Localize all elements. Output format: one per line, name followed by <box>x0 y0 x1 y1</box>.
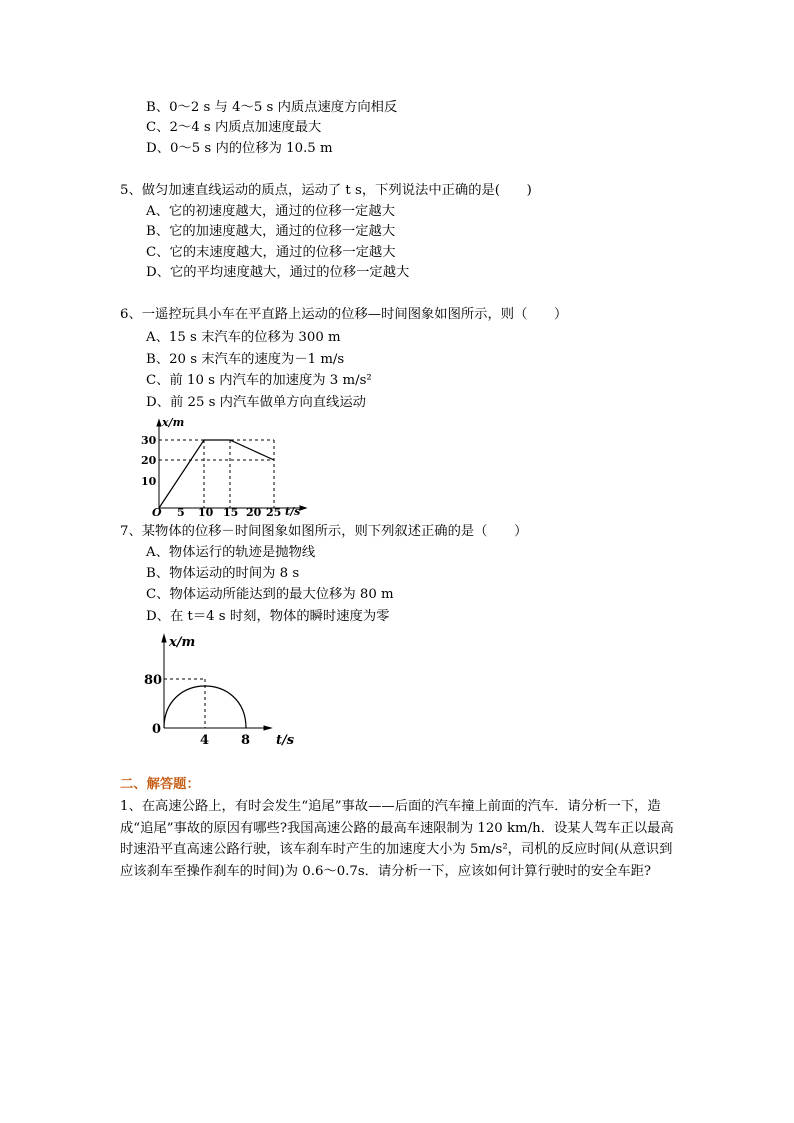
q6-xtick-15: 15 <box>223 506 239 516</box>
q4-option-d: D、0～5 s 内的位移为 10.5 m <box>146 141 333 156</box>
q6-origin: O <box>152 506 162 516</box>
q7-position-time-graph <box>144 632 304 748</box>
q6-x-arrow <box>300 506 306 510</box>
q6-option-c: C、前 10 s 内汽车的加速度为 3 m/s² <box>146 373 372 388</box>
q6-xtick-25: 25 <box>266 506 282 516</box>
q6-stem: 6、一遥控玩具小车在平直路上运动的位移—时间图象如图所示，则（ ） <box>120 307 568 322</box>
q5-option-d: D、它的平均速度越大，通过的位移一定越大 <box>146 265 410 280</box>
q6-option-b: B、20 s 末汽车的速度为－1 m/s <box>146 352 345 367</box>
q7-x-label: t/s <box>276 733 295 748</box>
q7-x-arrow <box>264 726 271 730</box>
q7-origin: 0 <box>152 722 162 737</box>
q6-option-d: D、前 25 s 内汽车做单方向直线运动 <box>146 395 366 410</box>
section-title: 二、解答题： <box>120 777 200 792</box>
q6-y-arrow <box>157 420 161 426</box>
problem-1-text: 1、在高速公路上，有时会发生“追尾”事故——后面的汽车撞上前面的汽车．请分析一下，造成“追尾”事故的原因有哪些?我国高速公路的最高车速限制为 120 km/h．设某人驾车正以最高时速沿平直高速公路行驶，该车刹车时产生的加速度大小为 5m/s²，司机的反应时间(从意识到应该刹车至操作刹车的时间)为 0.6～0.7s．请分析一下，应该如何计算行驶时的安全车距? <box>120 799 674 879</box>
q6-y-label: x/m <box>162 416 185 429</box>
q6-ytick-20: 20 <box>141 454 157 467</box>
q6-x-label: t/s <box>285 505 301 516</box>
q4-option-c: C、2～4 s 内质点加速度最大 <box>146 120 322 135</box>
q5-option-b: B、它的加速度越大，通过的位移一定越大 <box>146 224 396 239</box>
q7-ytick-80: 80 <box>144 673 163 688</box>
q7-xtick-4: 4 <box>200 733 210 748</box>
q5-option-c: C、它的末速度越大，通过的位移一定越大 <box>146 245 396 260</box>
q7-option-b: B、物体运动的时间为 8 s <box>146 566 300 581</box>
q6-position-time-graph <box>138 414 308 516</box>
q7-stem: 7、某物体的位移－时间图象如图所示，则下列叙述正确的是（ ） <box>120 524 528 539</box>
q6-xtick-20: 20 <box>246 506 262 516</box>
q6-xtick-10: 10 <box>198 506 214 516</box>
q5-stem: 5、做匀加速直线运动的质点，运动了 t s，下列说法中正确的是( ) <box>120 183 532 198</box>
q6-ytick-10: 10 <box>141 475 157 488</box>
q7-y-arrow <box>162 635 166 642</box>
q6-ytick-30: 30 <box>141 434 157 447</box>
q7-xtick-8: 8 <box>241 733 251 748</box>
q7-option-a: A、物体运行的轨迹是抛物线 <box>146 545 316 560</box>
q6-xtick-5: 5 <box>177 506 185 516</box>
q5-option-a: A、它的初速度越大，通过的位移一定越大 <box>146 204 395 219</box>
q6-graph-line <box>159 440 274 508</box>
q7-option-c: C、物体运动所能达到的最大位移为 80 m <box>146 587 394 602</box>
q4-option-b: B、0～2 s 与 4～5 s 内质点速度方向相反 <box>146 100 398 115</box>
q7-option-d: D、在 t＝4 s 时刻，物体的瞬时速度为零 <box>146 609 390 624</box>
q6-option-a: A、15 s 末汽车的位移为 300 m <box>146 330 341 345</box>
q7-y-label: x/m <box>169 635 196 650</box>
